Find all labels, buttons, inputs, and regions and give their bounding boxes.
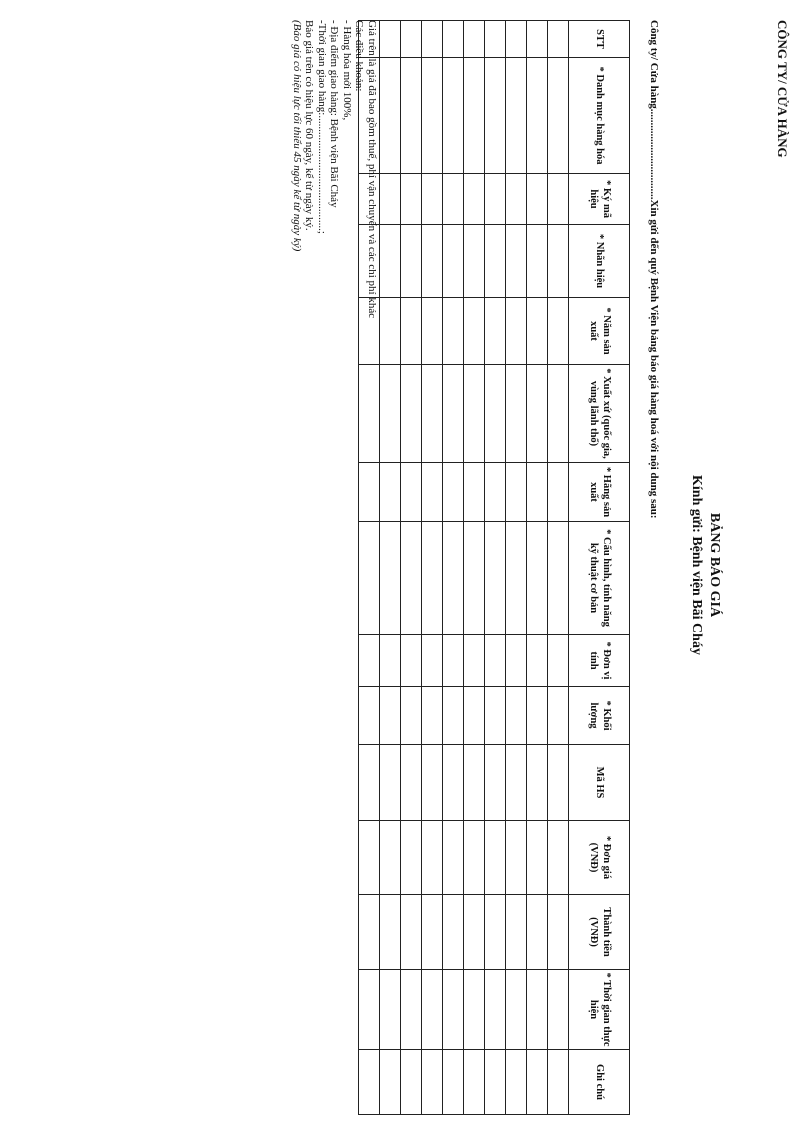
- table-cell: [485, 821, 506, 895]
- table-cell: [527, 58, 548, 174]
- table-cell: [548, 522, 569, 635]
- col-stt: STT: [569, 21, 630, 58]
- table-cell: [464, 821, 485, 895]
- table-cell: [401, 225, 422, 298]
- table-cell: [548, 821, 569, 895]
- table-cell: [401, 298, 422, 365]
- table-cell: [380, 298, 401, 365]
- table-cell: [506, 174, 527, 225]
- table-cell: [548, 225, 569, 298]
- table-cell: [443, 745, 464, 821]
- table-cell: [548, 58, 569, 174]
- table-cell: [548, 687, 569, 745]
- table-cell: [485, 21, 506, 58]
- table-cell: [359, 687, 380, 745]
- note-italic: (Báo giá có hiệu lực tối thiểu 45 ngày kể từ ngày ký): [291, 20, 303, 252]
- table-cell: [527, 522, 548, 635]
- col-specs: * Cấu hình, tính năng kỹ thuật cơ bản: [569, 522, 630, 635]
- table-cell: [443, 58, 464, 174]
- table-cell: [548, 745, 569, 821]
- table-cell: [527, 365, 548, 463]
- table-cell: [380, 895, 401, 970]
- table-cell: [506, 463, 527, 522]
- table-cell: [359, 463, 380, 522]
- table-cell: [548, 365, 569, 463]
- table-cell: [464, 970, 485, 1050]
- table-cell: [464, 463, 485, 522]
- table-cell: [401, 635, 422, 687]
- table-row: [527, 21, 548, 1115]
- table-cell: [422, 635, 443, 687]
- table-cell: [527, 687, 548, 745]
- table-cell: [359, 1050, 380, 1115]
- company-header: CÔNG TY/ CỬA HÀNG: [775, 20, 790, 158]
- table-cell: [485, 58, 506, 174]
- table-cell: [422, 745, 443, 821]
- table-cell: [443, 522, 464, 635]
- table-cell: [401, 365, 422, 463]
- table-cell: [506, 1050, 527, 1115]
- table-cell: [527, 21, 548, 58]
- table-cell: [359, 970, 380, 1050]
- table-cell: [422, 21, 443, 58]
- table-cell: [380, 1050, 401, 1115]
- table-cell: [464, 58, 485, 174]
- table-cell: [548, 298, 569, 365]
- table-cell: [422, 895, 443, 970]
- table-cell: [422, 1050, 443, 1115]
- table-cell: [485, 174, 506, 225]
- table-cell: [548, 463, 569, 522]
- col-quantity: * Khối lượng: [569, 687, 630, 745]
- table-cell: [443, 895, 464, 970]
- table-cell: [506, 225, 527, 298]
- table-cell: [443, 821, 464, 895]
- table-cell: [527, 970, 548, 1050]
- table-cell: [401, 970, 422, 1050]
- table-cell: [359, 821, 380, 895]
- table-cell: [443, 365, 464, 463]
- terms-notes: [291, 20, 379, 318]
- table-cell: [485, 522, 506, 635]
- table-row: [422, 21, 443, 1115]
- table-cell: [485, 298, 506, 365]
- col-brand: * Nhãn hiệu: [569, 225, 630, 298]
- table-cell: [359, 745, 380, 821]
- table-cell: [401, 895, 422, 970]
- table-cell: [485, 745, 506, 821]
- table-cell: [506, 821, 527, 895]
- table-cell: [548, 635, 569, 687]
- table-cell: [548, 970, 569, 1050]
- table-cell: [422, 970, 443, 1050]
- table-cell: [443, 463, 464, 522]
- table-cell: [506, 522, 527, 635]
- table-cell: [422, 821, 443, 895]
- table-row: [485, 21, 506, 1115]
- col-year: * Năm sản xuất: [569, 298, 630, 365]
- intro-line: Công ty/ Cửa hàng.................................Xin gửi đến quý Bệnh Viện bảng báo giá hàng hoá với nội dung sau:: [648, 20, 660, 519]
- table-cell: [380, 365, 401, 463]
- table-cell: [464, 687, 485, 745]
- table-cell: [506, 298, 527, 365]
- note-line: Các điều khoản:: [353, 20, 366, 92]
- table-cell: [401, 522, 422, 635]
- table-cell: [359, 895, 380, 970]
- table-cell: [422, 298, 443, 365]
- table-cell: [464, 522, 485, 635]
- table-cell: [443, 174, 464, 225]
- table-cell: [506, 745, 527, 821]
- note-line: -Thời gian giao hàng:..........................................;: [316, 20, 328, 234]
- table-cell: [401, 1050, 422, 1115]
- table-cell: [443, 21, 464, 58]
- table-cell: [422, 463, 443, 522]
- table-cell: [422, 58, 443, 174]
- table-cell: [401, 58, 422, 174]
- table-cell: [422, 225, 443, 298]
- table-row: [380, 21, 401, 1115]
- table-cell: [464, 225, 485, 298]
- table-cell: [401, 821, 422, 895]
- table-cell: [527, 463, 548, 522]
- table-cell: [527, 821, 548, 895]
- table-cell: [380, 463, 401, 522]
- table-cell: [380, 635, 401, 687]
- table-cell: [527, 298, 548, 365]
- note-line: - Hàng hóa mới 100%,: [341, 20, 353, 121]
- table-cell: [380, 58, 401, 174]
- table-cell: [443, 298, 464, 365]
- document-title: BẢNG BÁO GIÁ: [707, 512, 722, 618]
- table-cell: [464, 174, 485, 225]
- table-row: [506, 21, 527, 1115]
- table-cell: [443, 225, 464, 298]
- table-cell: [527, 635, 548, 687]
- table-cell: [380, 745, 401, 821]
- table-cell: [464, 1050, 485, 1115]
- table-cell: [527, 745, 548, 821]
- table-row: [548, 21, 569, 1115]
- col-model-code: * Ký mã hiệu: [569, 174, 630, 225]
- table-cell: [401, 21, 422, 58]
- table-row: [464, 21, 485, 1115]
- table-cell: [380, 522, 401, 635]
- table-cell: [506, 58, 527, 174]
- table-row: [443, 21, 464, 1115]
- table-cell: [464, 745, 485, 821]
- col-item-name: * Danh mục hàng hóa: [569, 58, 630, 174]
- table-cell: [443, 687, 464, 745]
- table-cell: [443, 970, 464, 1050]
- table-cell: [485, 895, 506, 970]
- table-cell: [548, 895, 569, 970]
- table-cell: [506, 895, 527, 970]
- table-cell: [548, 21, 569, 58]
- table-header-row: [569, 21, 630, 1115]
- table-cell: [464, 298, 485, 365]
- table-cell: [527, 1050, 548, 1115]
- table-cell: [548, 1050, 569, 1115]
- table-cell: [527, 174, 548, 225]
- note-line: - Địa điểm giao hàng: Bệnh viện Bãi Cháy: [328, 20, 341, 208]
- table-cell: [485, 687, 506, 745]
- table-cell: [527, 225, 548, 298]
- table-cell: [506, 970, 527, 1050]
- table-cell: [401, 687, 422, 745]
- table-cell: [443, 1050, 464, 1115]
- table-cell: [422, 174, 443, 225]
- note-line: Giá trên là giá đã bao gồm thuế, phí vận chuyển và các chi phí khác: [366, 20, 378, 319]
- table-cell: [464, 21, 485, 58]
- table-cell: [359, 635, 380, 687]
- table-cell: [485, 970, 506, 1050]
- col-amount: Thành tiền (VNĐ): [569, 895, 630, 970]
- table-cell: [485, 635, 506, 687]
- table-cell: [401, 463, 422, 522]
- table-cell: [401, 174, 422, 225]
- table-cell: [506, 365, 527, 463]
- table-cell: [422, 365, 443, 463]
- table-cell: [485, 463, 506, 522]
- table-cell: [422, 687, 443, 745]
- table-cell: [464, 895, 485, 970]
- col-hs-code: Mã HS: [569, 745, 630, 821]
- table-cell: [380, 225, 401, 298]
- col-manufacturer: * Hãng sản xuất: [569, 463, 630, 522]
- table-row: [401, 21, 422, 1115]
- table-cell: [380, 21, 401, 58]
- table-cell: [380, 821, 401, 895]
- col-origin: * Xuất xứ (quốc gia, vùng lãnh thổ): [569, 365, 630, 463]
- col-unit-price: * Đơn giá (VNĐ): [569, 821, 630, 895]
- recipient-line: Kính gửi: Bệnh viện Bãi Cháy: [689, 475, 704, 655]
- table-cell: [485, 225, 506, 298]
- table-cell: [527, 895, 548, 970]
- table-cell: [485, 365, 506, 463]
- table-cell: [548, 174, 569, 225]
- table-cell: [506, 21, 527, 58]
- col-delivery-time: * Thời gian thực hiện: [569, 970, 630, 1050]
- table-cell: [401, 745, 422, 821]
- table-cell: [359, 522, 380, 635]
- table-cell: [485, 1050, 506, 1115]
- table-cell: [506, 635, 527, 687]
- table-cell: [359, 365, 380, 463]
- col-notes: Ghi chú: [569, 1050, 630, 1115]
- table-cell: [380, 970, 401, 1050]
- table-cell: [380, 174, 401, 225]
- table-cell: [422, 522, 443, 635]
- table-cell: [464, 365, 485, 463]
- quotation-table: [358, 20, 630, 1115]
- col-unit: * Đơn vị tính: [569, 635, 630, 687]
- table-cell: [443, 635, 464, 687]
- table-cell: [380, 687, 401, 745]
- table-cell: [464, 635, 485, 687]
- note-line: Báo giá trên có hiệu lực 60 ngày, kể từ ngày ký.: [303, 20, 316, 231]
- table-cell: [506, 687, 527, 745]
